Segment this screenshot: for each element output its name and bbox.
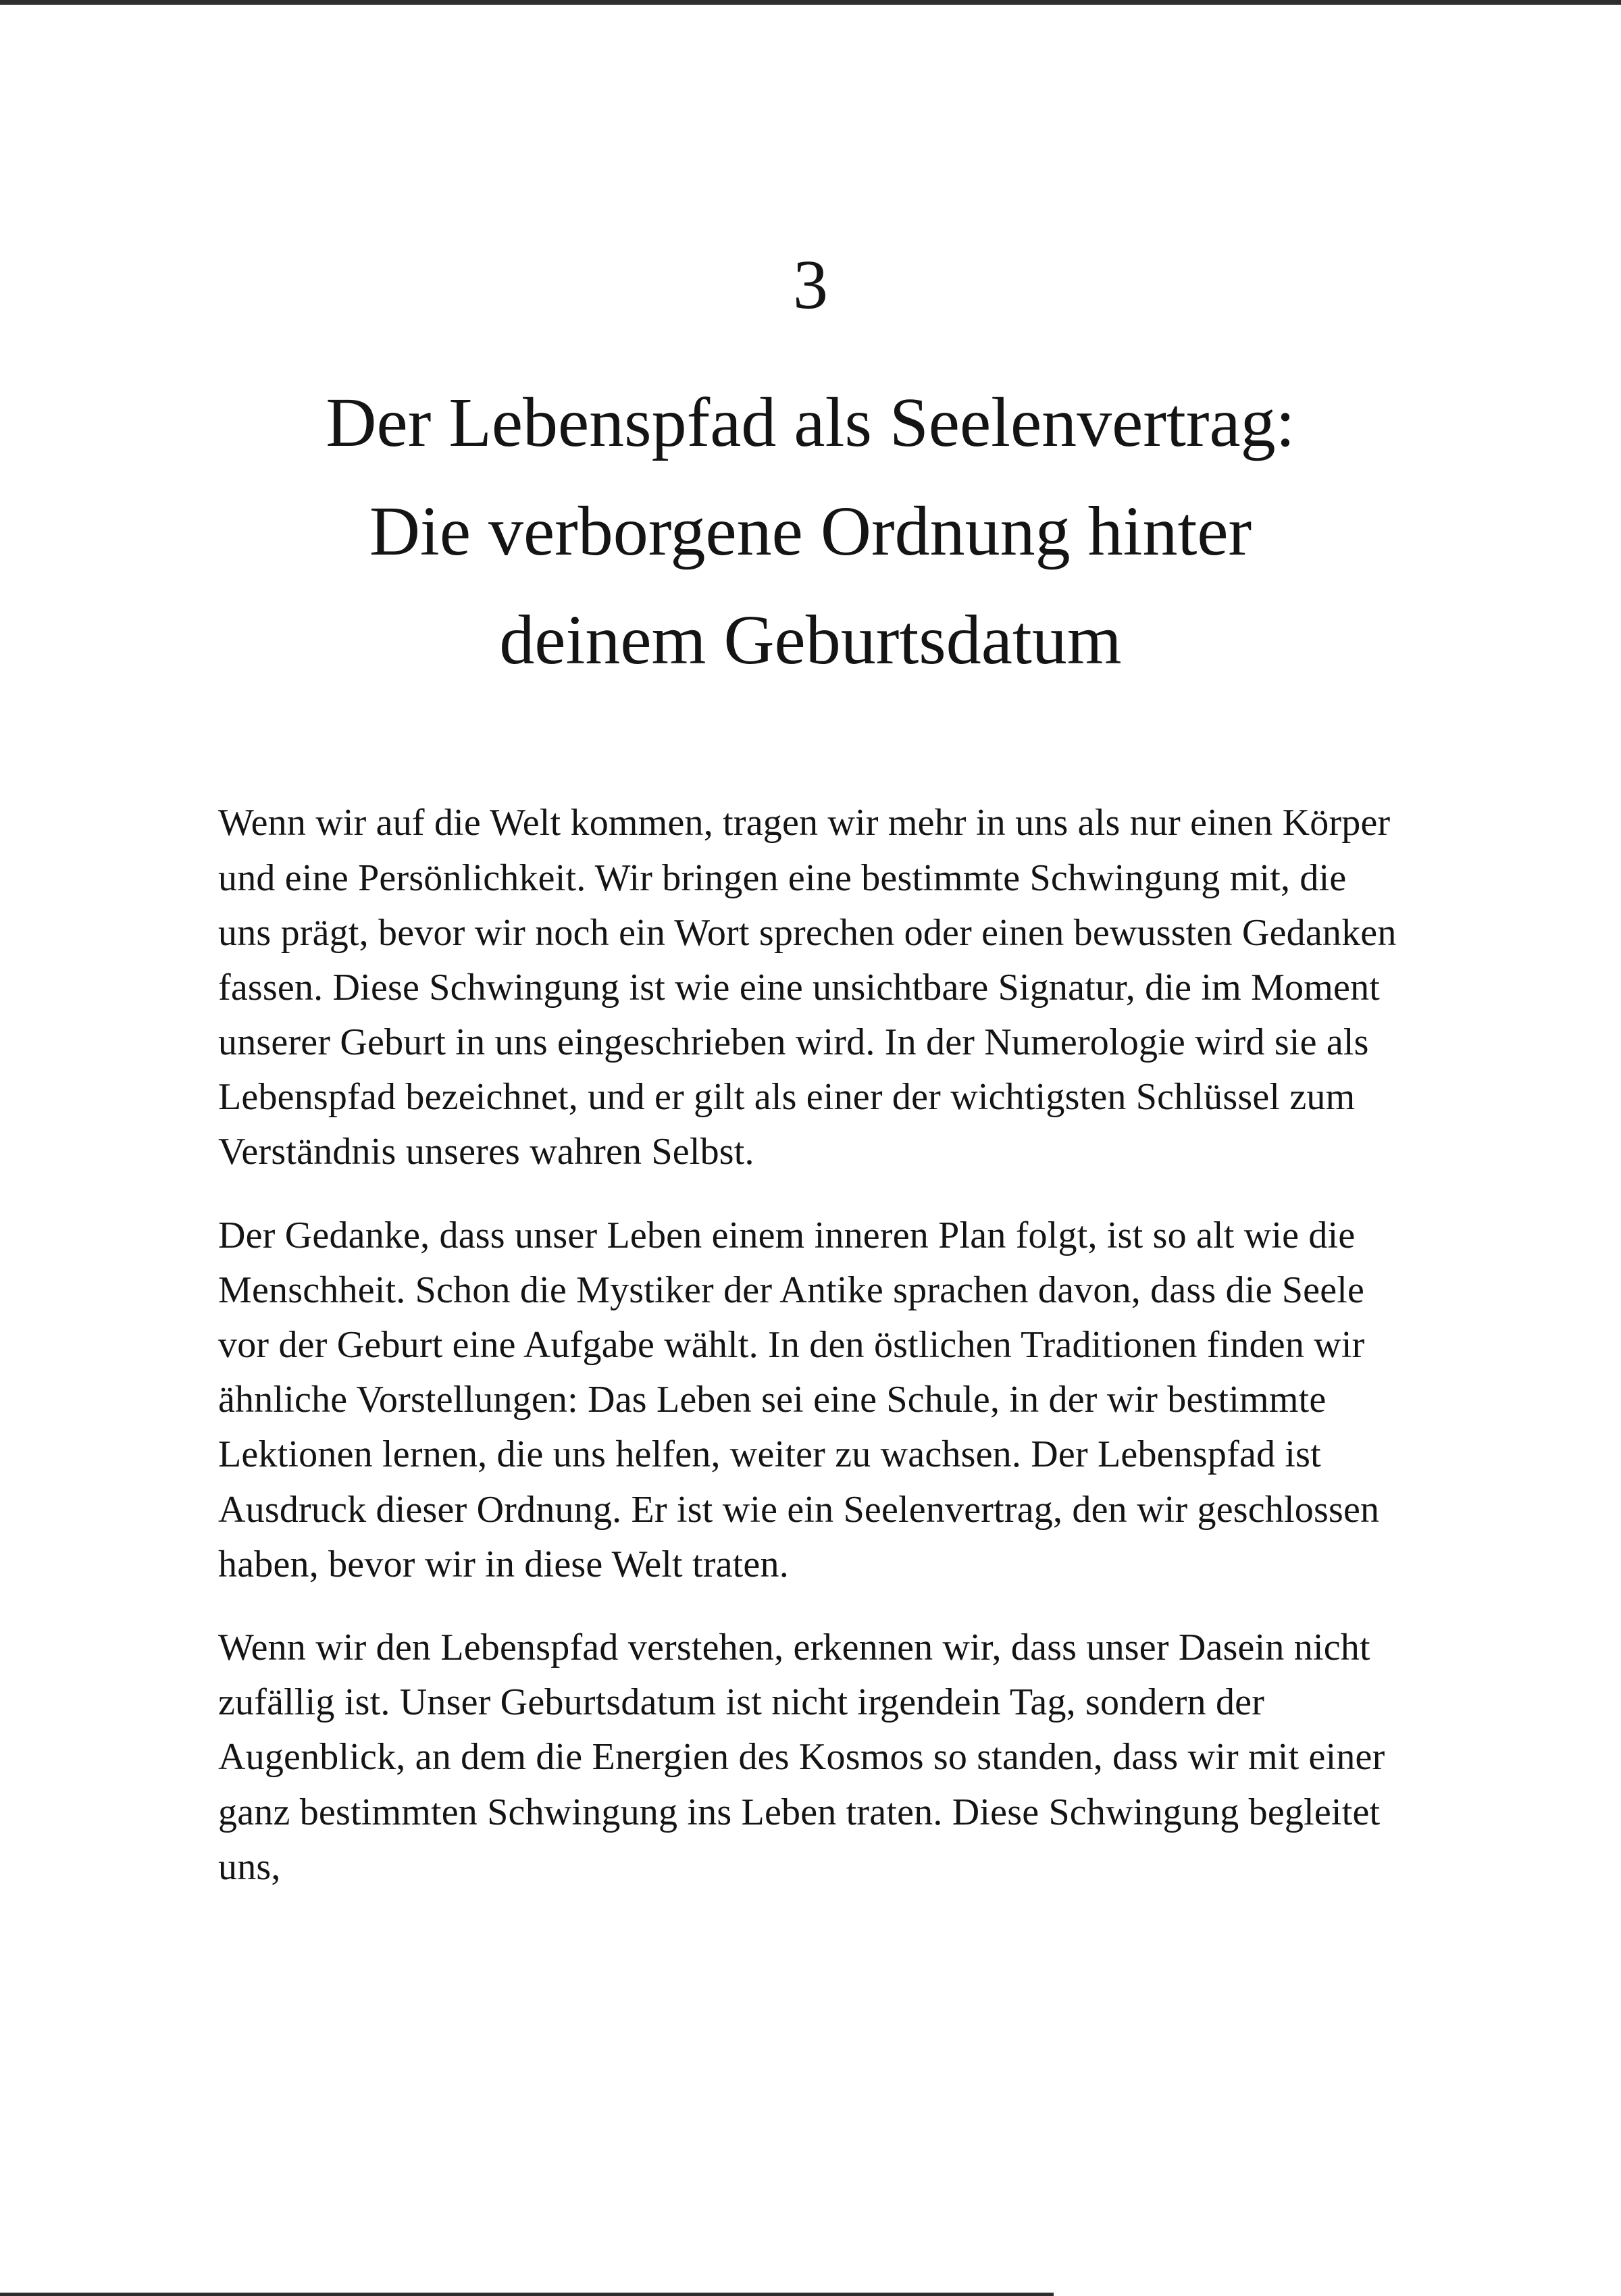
chapter-body [218,796,1403,1895]
chapter-title-line-3: deinem Geburtsdatum [499,601,1122,680]
chapter-number: 3 [793,246,828,324]
chapter-title-line-2: Die verborgene Ordnung hinter [369,492,1252,570]
chapter-title [218,368,1403,695]
scan-artifact-top-edge [0,0,1621,5]
paragraph-2: Der Gedanke, dass unser Leben einem inneren Plan folgt, ist so alt wie die Menschheit. Schon die Mystiker der Antike sprachen davon, dass die Seele vor der Geburt eine Aufgabe wählt. In den östlichen Traditionen finden wir ähnliche Vorstellungen: Das Leben sei eine Schule, in der wir bestimmte Lektionen lernen, die uns helfen, weiter zu wachsen. Der Lebenspfad ist Ausdruck dieser Ordnung. Er ist wie ein Seelenvertrag, den wir geschlossen haben, bevor wir in diese Welt traten. [218,1214,1380,1585]
paragraph-3: Wenn wir den Lebenspfad verstehen, erkennen wir, dass unser Dasein nicht zufällig ist. Unser Geburtsdatum ist nicht irgendein Tag, sondern der Augenblick, an dem die Energien des Kosmos so standen, dass wir mit einer ganz bestimmten Schwingung ins Leben traten. Diese Schwingung begleitet uns, [218,1626,1385,1888]
paragraph-1: Wenn wir auf die Welt kommen, tragen wir mehr in uns als nur einen Körper und eine Persönlichkeit. Wir bringen eine bestimmte Schwingung mit, die uns prägt, bevor wir noch ein Wort sprechen oder einen bewussten Gedanken fassen. Diese Schwingung ist wie eine unsichtbare Signatur, die im Moment unserer Geburt in uns eingeschrieben wird. In der Numerologie wird sie als Lebenspfad bezeichnet, und er gilt als einer der wichtigsten Schlüssel zum Verständnis unseres wahren Selbst. [218,802,1397,1173]
scan-artifact-bottom-edge [0,2293,1054,2296]
chapter-title-line-1: Der Lebenspfad als Seelenvertrag: [326,383,1295,461]
